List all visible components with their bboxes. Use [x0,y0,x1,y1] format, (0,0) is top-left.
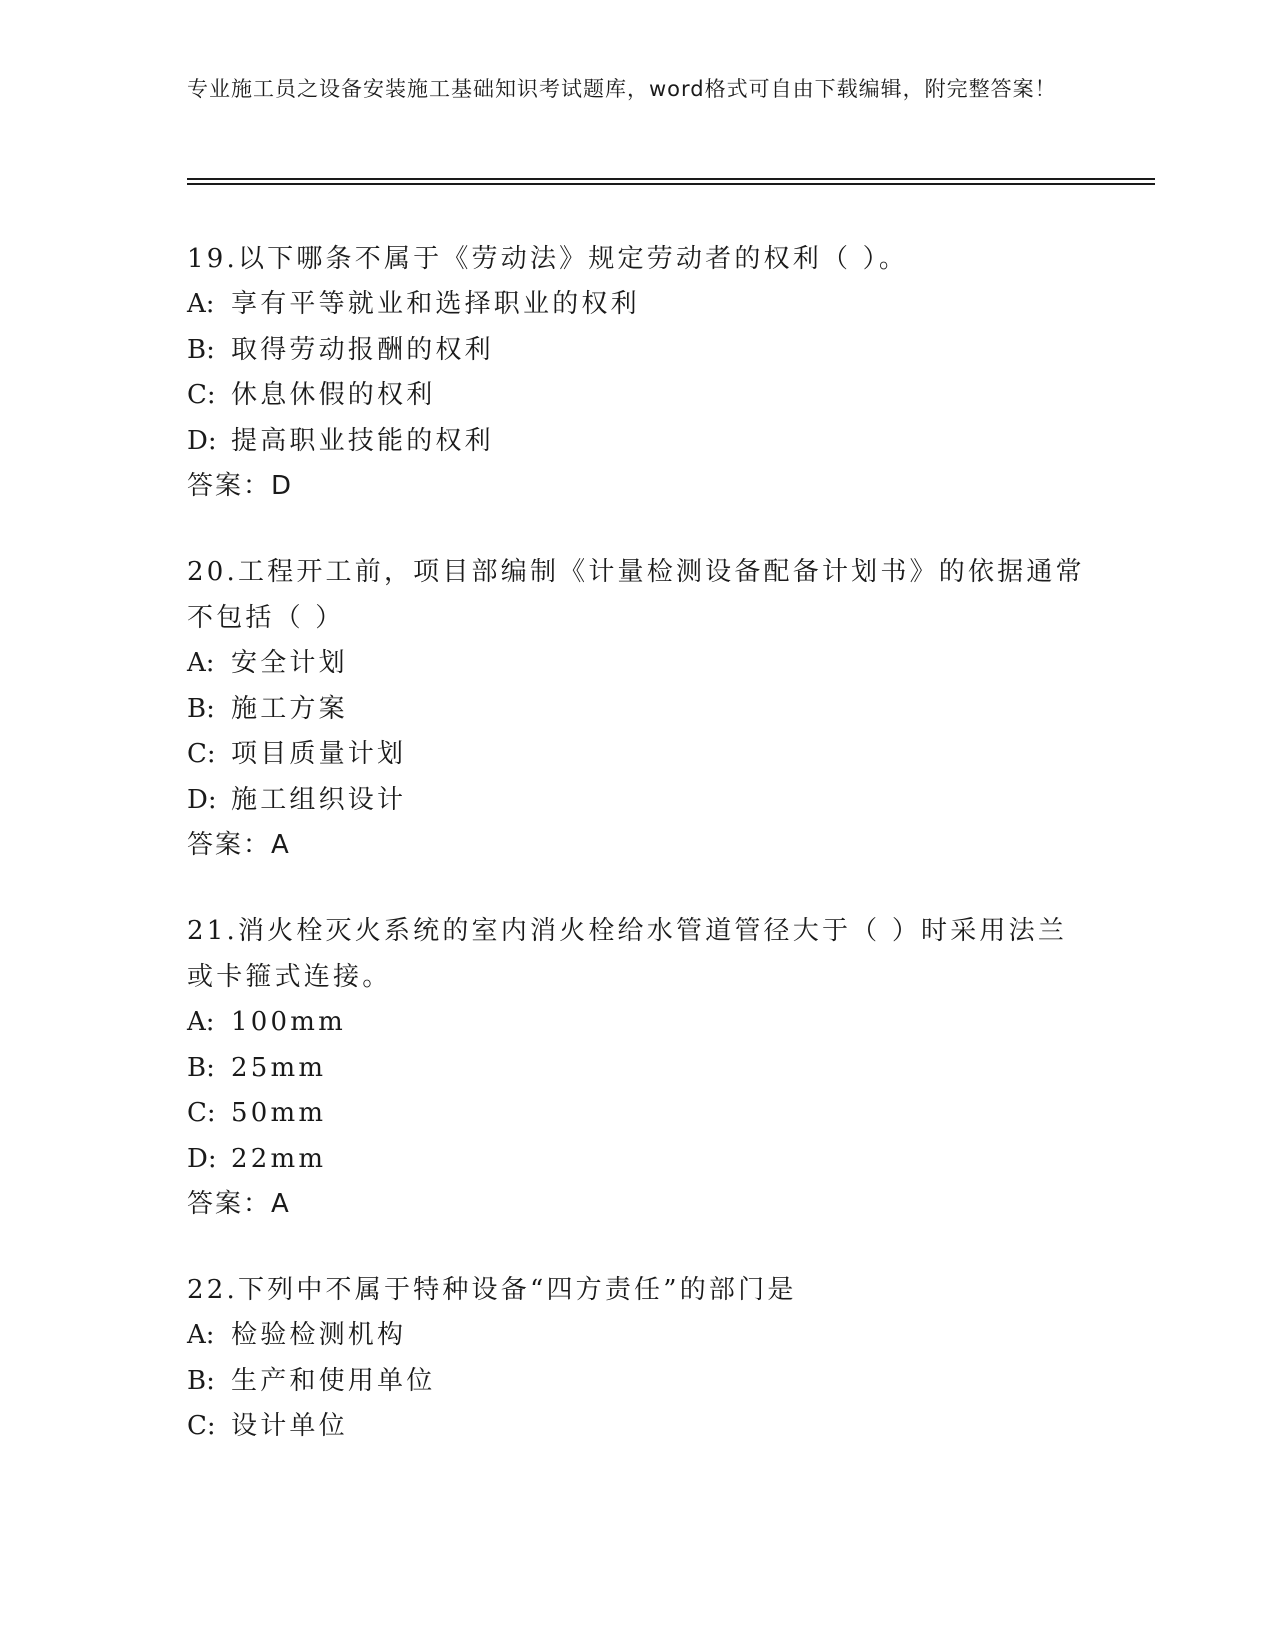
option-text: 安全计划 [231,647,348,678]
option-letter: C: [187,739,216,770]
option-text: 22mm [231,1143,327,1174]
option-letter: C: [187,380,216,411]
question-19 [187,236,1087,510]
option-letter: C: [187,1098,216,1129]
option-text: 生产和使用单位 [231,1365,436,1396]
page-header-text: 专业施工员之设备安装施工基础知识考试题库，word格式可自由下载编辑，附完整答案！ [187,77,1057,101]
option-letter: D: [187,425,217,456]
answer-line: 答案：D [187,471,294,502]
option-text: 休息休假的权利 [231,380,436,411]
option-text: 施工方案 [231,693,348,724]
option-letter: D: [187,784,217,815]
option-text: 100mm [231,1006,346,1037]
question-text: 21.消火栓灭火系统的室内消火栓给水管道管径大于（ ）时采用法兰或卡箍式连接。 [187,915,1068,992]
option-text: 设计单位 [231,1411,348,1442]
option-d [187,419,1087,465]
option-letter: C: [187,1411,216,1442]
question-text: 20.工程开工前，项目部编制《计量检测设备配备计划书》的依据通常不包括（ ） [187,556,1085,633]
question-list [187,236,1087,1450]
header-divider-top [187,178,1155,180]
header-divider-bottom [187,183,1155,185]
option-c [187,1404,1087,1450]
option-a [187,282,1087,328]
option-text: 提高职业技能的权利 [231,425,494,456]
option-d [187,1137,1087,1183]
option-text: 检验检测机构 [231,1319,407,1350]
question-text: 22.下列中不属于特种设备“四方责任”的部门是 [187,1274,797,1305]
question-text: 19.以下哪条不属于《劳动法》规定劳动者的权利（ ）。 [187,244,909,274]
question-20 [187,549,1087,869]
option-b [187,328,1087,374]
option-letter: B: [187,334,215,365]
option-text: 取得劳动报酬的权利 [231,334,494,365]
option-letter: A: [187,1006,215,1037]
option-text: 25mm [231,1052,327,1083]
answer-line: 答案：A [187,830,291,861]
option-letter: D: [187,1143,217,1174]
option-letter: B: [187,1052,215,1083]
option-b [187,687,1087,733]
option-letter: B: [187,693,215,724]
option-text: 施工组织设计 [231,784,407,815]
option-text: 50mm [231,1098,327,1129]
answer-line: 答案：A [187,1189,291,1220]
option-letter: A: [187,1319,215,1350]
option-b [187,1046,1087,1092]
option-c [187,1091,1087,1137]
option-c [187,373,1087,419]
option-text: 享有平等就业和选择职业的权利 [231,289,640,319]
question-21 [187,908,1087,1228]
option-d [187,778,1087,824]
option-c [187,732,1087,778]
question-22 [187,1267,1087,1450]
option-b [187,1359,1087,1405]
option-letter: B: [187,1365,215,1396]
option-text: 项目质量计划 [231,739,407,770]
option-letter: A: [187,289,215,319]
option-letter: A: [187,647,215,678]
option-a [187,1313,1087,1359]
option-a [187,1000,1087,1046]
option-a [187,641,1087,687]
